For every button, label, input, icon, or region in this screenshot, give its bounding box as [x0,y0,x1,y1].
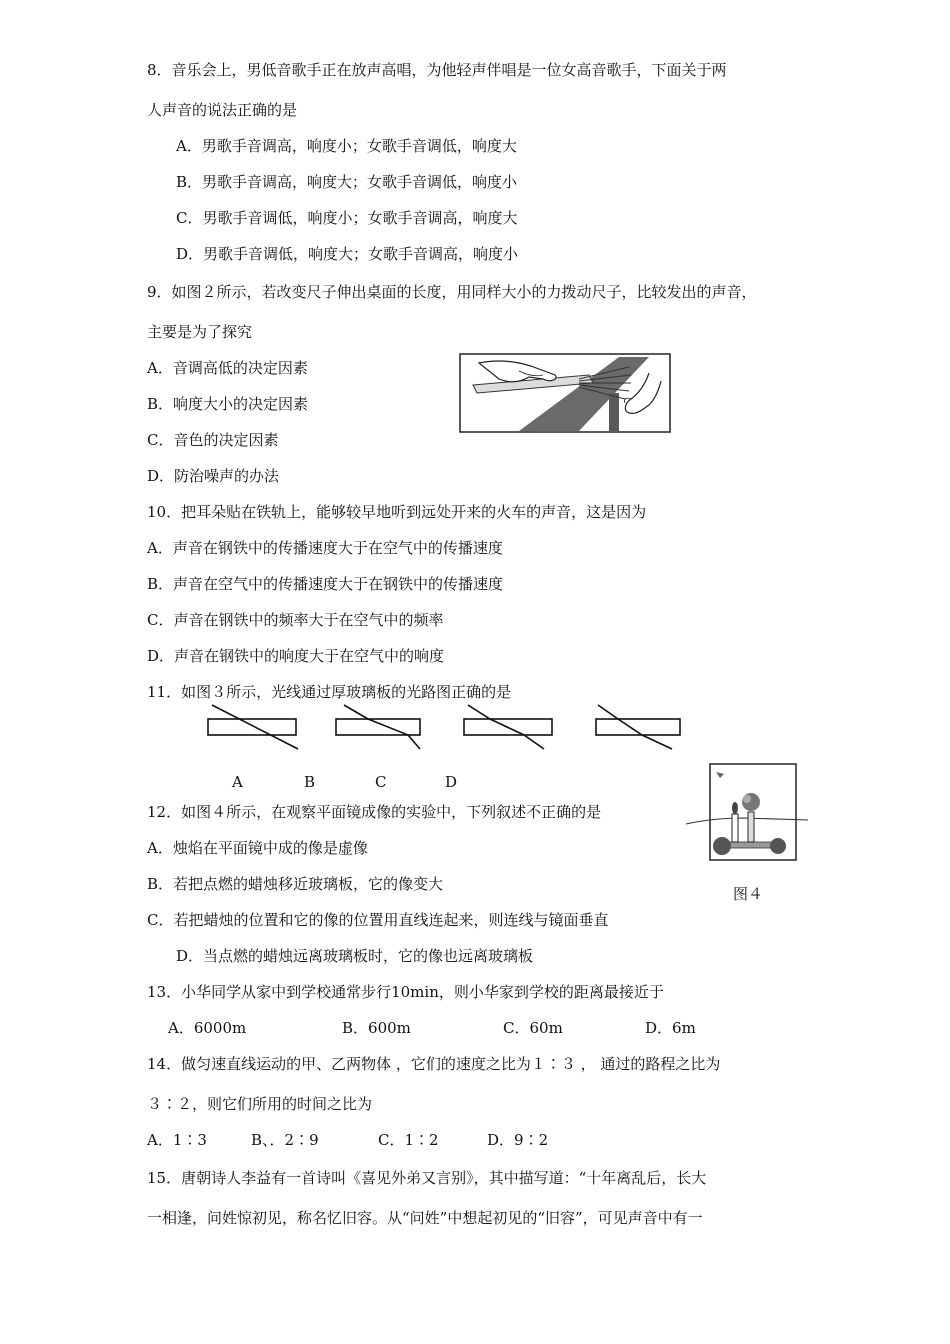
q14-stem-line1: 14．做匀速直线运动的甲、乙两物体 ，它们的速度之比为１∶３ ， 通过的路程之比为 [147,1055,721,1073]
ruler-figure [459,353,671,433]
q8-stem-line1: 8．音乐会上，男低音歌手正在放声高唱，为他轻声伴唱是一位女高音歌手，下面关于两 [147,61,727,79]
q13-option-a: A．6000m [168,1019,247,1037]
q14-option-d: D．9∶2 [487,1131,549,1149]
q9-option-a: A．音调高低的决定因素 [147,359,308,377]
q12-option-b: B．若把点燃的蜡烛移近玻璃板，它的像变大 [147,875,444,893]
q14-option-a: A．1∶3 [147,1131,207,1149]
light-path-d [596,705,680,749]
q8-option-c: C．男歌手音调低，响度小；女歌手音调高，响度大 [176,209,518,227]
q11-label-a: A [232,773,243,791]
q14-option-c: C．1∶2 [378,1131,439,1149]
q11-stem: 11．如图３所示，光线通过厚玻璃板的光路图正确的是 [147,683,512,701]
q13-option-b: B．600m [342,1019,411,1037]
q11-label-b: B [304,773,316,791]
q9-stem-line1: 9．如图２所示，若改变尺子伸出桌面的长度，用同样大小的力拨动尺子，比较发出的声音， [147,283,757,301]
q12-stem: 12．如图４所示，在观察平面镜成像的实验中，下列叙述不正确的是 [147,803,602,821]
q10-option-a: A．声音在钢铁中的传播速度大于在空气中的传播速度 [147,539,503,557]
q15-stem-line2: 一相逢，问姓惊初见，称名忆旧容。从“问姓”中想起初见的“旧容”，可见声音中有一 [147,1209,703,1227]
light-path-a [208,705,298,749]
q13-option-c: C．60m [503,1019,563,1037]
q14-option-b: B、．2∶9 [251,1131,319,1149]
q8-option-d: D．男歌手音调低，响度大；女歌手音调高，响度小 [176,245,519,263]
q10-option-b: B．声音在空气中的传播速度大于在钢铁中的传播速度 [147,575,504,593]
q9-option-d: D．防治噪声的办法 [147,467,280,485]
mirror-experiment-figure [684,762,812,872]
q11-label-d: D [445,773,458,791]
q10-option-c: C．声音在钢铁中的频率大于在空气中的频率 [147,611,444,629]
q14-stem-line2: ３∶２，则它们所用的时间之比为 [147,1095,373,1113]
light-path-figures [198,703,688,751]
q15-stem-line1: 15．唐朝诗人李益有一首诗叫《喜见外弟又言别》，其中描写道：“十年离乱后，长大 [147,1169,707,1187]
q12-option-c: C．若把蜡烛的位置和它的像的位置用直线连起来，则连线与镜面垂直 [147,911,609,929]
figure-4-caption: 图４ [733,885,764,903]
light-path-b [336,705,420,749]
q8-option-b: B．男歌手音调高，响度大；女歌手音调低，响度小 [176,173,518,191]
q10-option-d: D．声音在钢铁中的响度大于在空气中的响度 [147,647,445,665]
q11-label-c: C [375,773,387,791]
q9-option-c: C．音色的决定因素 [147,431,279,449]
q10-stem: 10．把耳朵贴在铁轨上，能够较早地听到远处开来的火车的声音，这是因为 [147,503,647,521]
q9-stem-line2: 主要是为了探究 [147,323,253,341]
q8-option-a: A．男歌手音调高，响度小；女歌手音调低，响度大 [176,137,517,155]
q13-stem: 13．小华同学从家中到学校通常步行10min，则小华家到学校的距离最接近于 [147,983,664,1001]
q12-option-d: D．当点燃的蜡烛远离玻璃板时，它的像也远离玻璃板 [176,947,534,965]
q13-option-d: D．6m [645,1019,696,1037]
light-path-c [464,705,552,749]
q9-option-b: B．响度大小的决定因素 [147,395,309,413]
q12-option-a: A．烛焰在平面镜中成的像是虚像 [147,839,368,857]
q8-stem-line2: 人声音的说法正确的是 [147,101,298,119]
